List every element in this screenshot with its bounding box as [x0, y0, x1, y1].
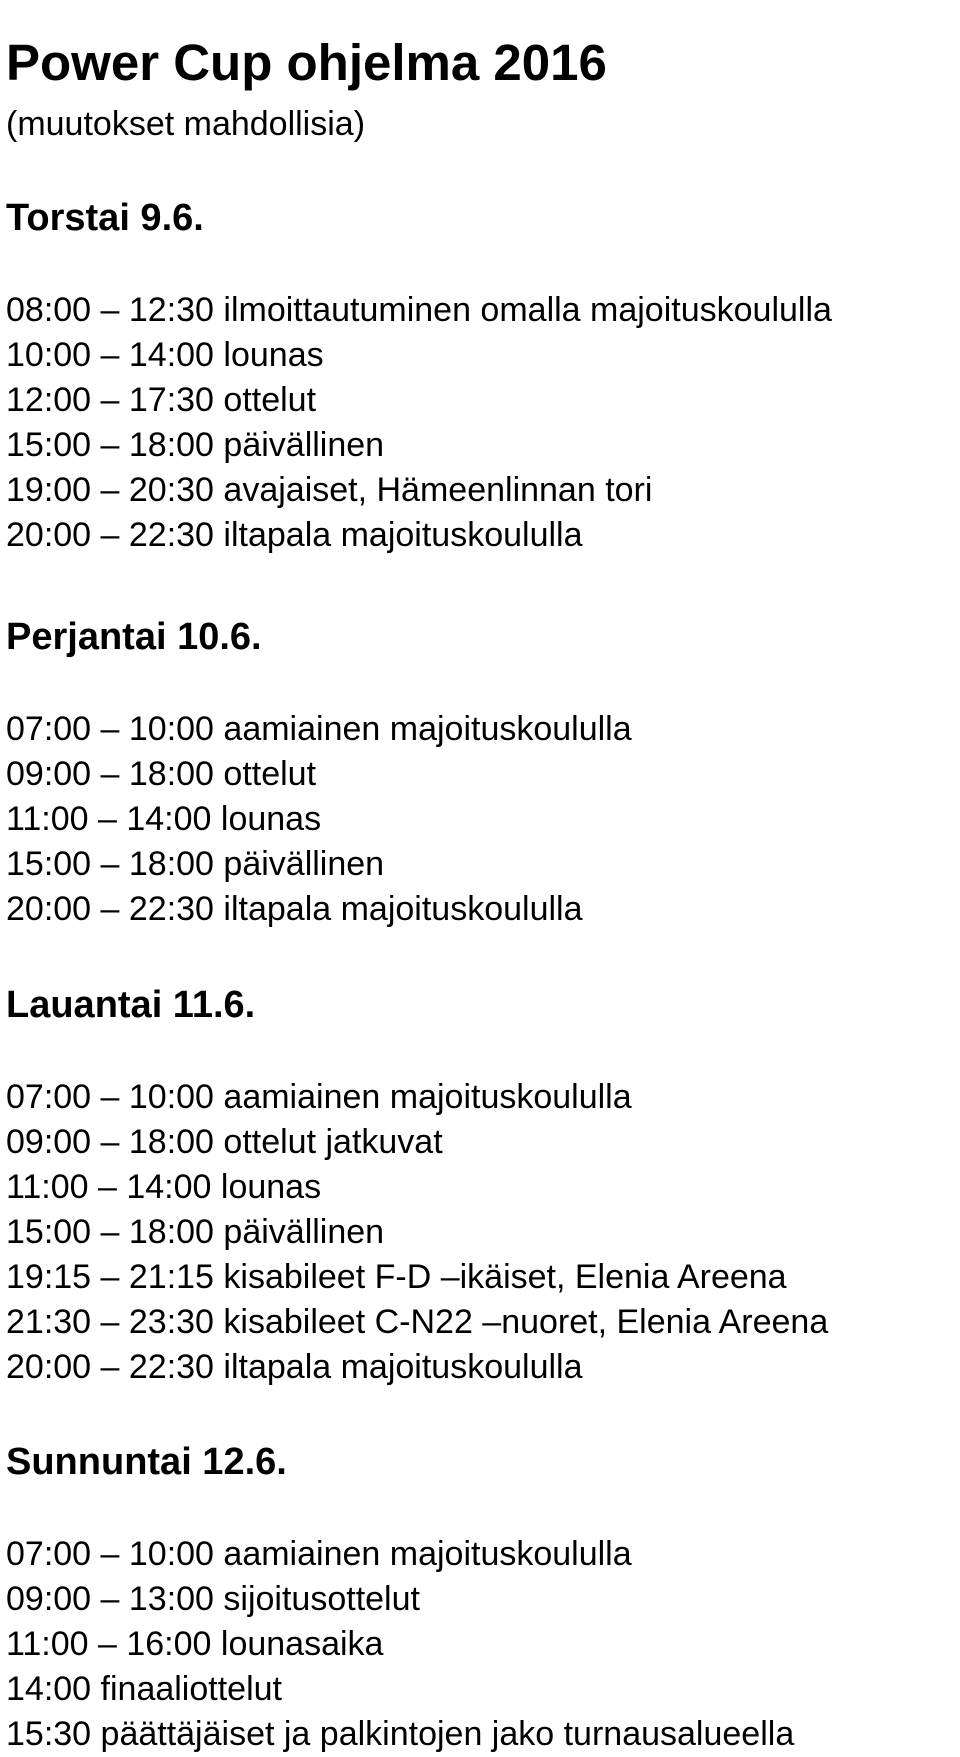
event-item: 15:00 – 18:00 päivällinen — [6, 845, 385, 883]
page-title: Power Cup ohjelma 2016 — [6, 34, 607, 92]
event-item: 19:15 – 21:15 kisabileet F-D –ikäiset, Elenia Areena — [6, 1258, 787, 1296]
event-item: 10:00 – 14:00 lounas — [6, 336, 324, 374]
event-item: 09:00 – 18:00 ottelut — [6, 755, 317, 793]
day-section-sunday — [6, 1440, 956, 1753]
event-item: 09:00 – 13:00 sijoitusottelut — [6, 1580, 420, 1618]
day-section-thursday — [6, 196, 956, 554]
event-item: 08:00 – 12:30 ilmoittautuminen omalla majoituskoululla — [6, 291, 832, 329]
event-item: 20:00 – 22:30 iltapala majoituskoululla — [6, 516, 583, 554]
event-item: 11:00 – 14:00 lounas — [6, 800, 322, 838]
event-item: 07:00 – 10:00 aamiainen majoituskoululla — [6, 710, 632, 748]
event-list — [6, 707, 632, 932]
page-subtitle: (muutokset mahdollisia) — [6, 105, 366, 143]
day-heading: Lauantai 11.6. — [6, 984, 256, 1026]
event-item: 21:30 – 23:30 kisabileet C-N22 –nuoret, Elenia Areena — [6, 1303, 829, 1341]
event-item: 20:00 – 22:30 iltapala majoituskoululla — [6, 890, 583, 928]
event-item: 19:00 – 20:30 avajaiset, Hämeenlinnan tori — [6, 471, 653, 509]
event-item: 20:00 – 22:30 iltapala majoituskoululla — [6, 1348, 583, 1386]
event-item: 15:30 päättäjäiset ja palkintojen jako turnausalueella — [6, 1715, 795, 1753]
event-item: 15:00 – 18:00 päivällinen — [6, 426, 385, 464]
day-heading: Sunnuntai 12.6. — [6, 1441, 287, 1483]
event-list — [6, 288, 832, 558]
event-item: 07:00 – 10:00 aamiainen majoituskoululla — [6, 1078, 632, 1116]
event-item: 11:00 – 16:00 lounasaika — [6, 1625, 384, 1663]
day-section-saturday — [6, 983, 956, 1386]
day-heading: Perjantai 10.6. — [6, 616, 262, 658]
day-heading: Torstai 9.6. — [6, 197, 204, 239]
event-list — [6, 1075, 828, 1390]
event-item: 12:00 – 17:30 ottelut — [6, 381, 317, 419]
event-item: 15:00 – 18:00 päivällinen — [6, 1213, 385, 1251]
event-item: 09:00 – 18:00 ottelut jatkuvat — [6, 1123, 443, 1161]
day-section-friday — [6, 615, 956, 928]
event-item: 11:00 – 14:00 lounas — [6, 1168, 322, 1206]
event-list — [6, 1532, 794, 1757]
event-item: 07:00 – 10:00 aamiainen majoituskoululla — [6, 1535, 632, 1573]
event-item: 14:00 finaaliottelut — [6, 1670, 282, 1708]
